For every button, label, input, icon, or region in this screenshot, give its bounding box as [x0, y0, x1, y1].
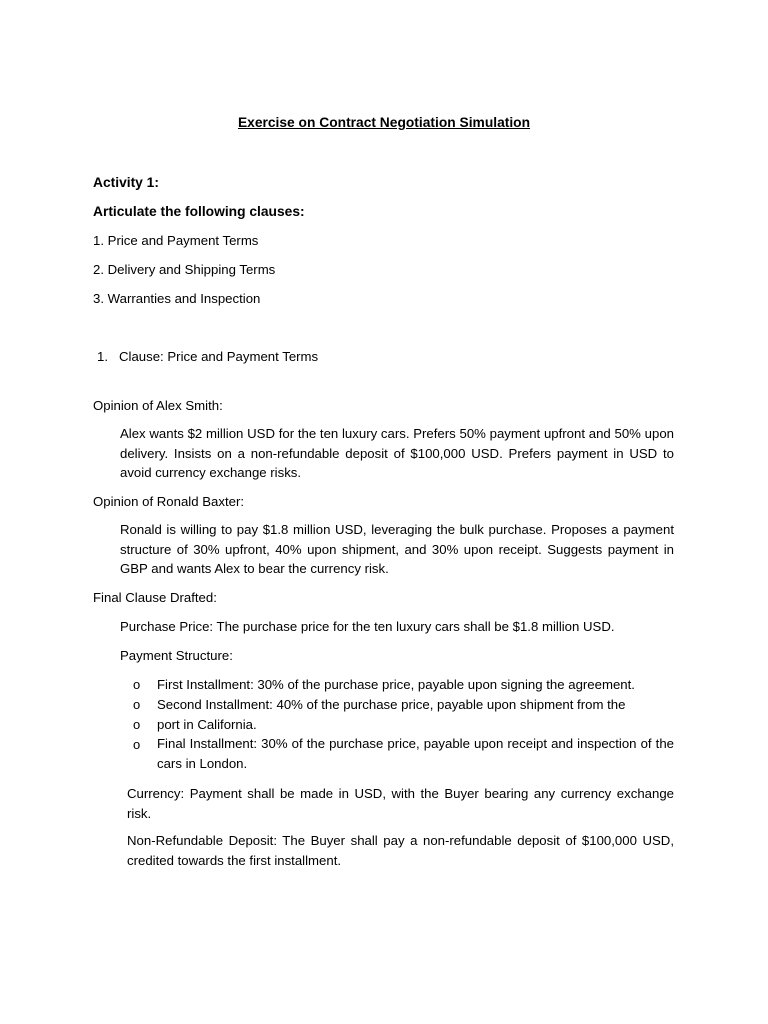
articulate-heading: Articulate the following clauses:	[93, 204, 305, 219]
section-label: Clause: Price and Payment Terms	[119, 349, 319, 364]
bullet-marker: o	[133, 717, 141, 732]
deposit-text: Non-Refundable Deposit: The Buyer shall pay a non-refundable deposit of $100,000 USD, credited towards the first installment.	[127, 833, 674, 868]
purchase-price-text: Purchase Price: The purchase price for the ten luxury cars shall be $1.8 million USD.	[120, 619, 615, 634]
bullet-marker: o	[133, 697, 141, 712]
bullet-marker: o	[133, 737, 141, 752]
currency-text: Currency: Payment shall be made in USD, with the Buyer bearing any currency exchange risk.	[127, 786, 674, 821]
alex-opinion-heading: Opinion of Alex Smith:	[93, 398, 223, 413]
payment-structure-label: Payment Structure:	[120, 648, 233, 663]
final-clause-heading: Final Clause Drafted:	[93, 590, 217, 605]
bullet-item: Final Installment: 30% of the purchase price, payable upon receipt and inspection of the cars in London.	[157, 736, 674, 771]
section-number: 1.	[97, 349, 108, 364]
clause-list-item: 2. Delivery and Shipping Terms	[93, 262, 276, 277]
document-title: Exercise on Contract Negotiation Simulation	[237, 115, 531, 130]
clause-list-item: 3. Warranties and Inspection	[93, 291, 261, 306]
ronald-opinion-heading: Opinion of Ronald Baxter:	[93, 494, 245, 509]
bullet-item: First Installment: 30% of the purchase price, payable upon signing the agreement.	[157, 677, 635, 692]
bullet-item: port in California.	[157, 717, 257, 732]
alex-opinion-text: Alex wants $2 million USD for the ten luxury cars. Prefers 50% payment upfront and 50% upon delivery. Insists on a non-refundable deposit of $100,000 USD. Prefers payment in USD to avoid currency exchange risks.	[120, 426, 674, 480]
ronald-opinion-text: Ronald is willing to pay $1.8 million USD, leveraging the bulk purchase. Proposes a payment structure of 30% upfront, 40% upon shipment, and 30% upon receipt. Suggests payment in GBP and wants Alex to bear the currency risk.	[120, 522, 674, 576]
bullet-marker: o	[133, 677, 141, 692]
activity-heading: Activity 1:	[93, 175, 159, 190]
clause-list-item: 1. Price and Payment Terms	[93, 233, 259, 248]
bullet-item: Second Installment: 40% of the purchase price, payable upon shipment from the	[157, 697, 626, 712]
